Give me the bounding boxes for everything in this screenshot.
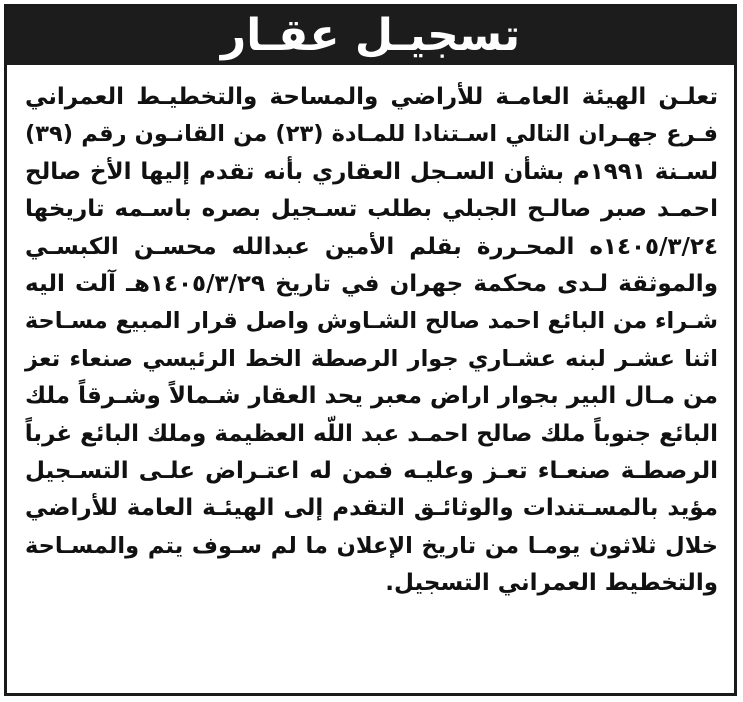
registration-notice xyxy=(4,4,737,696)
notice-line: الرصطـة صنعـاء تعـز وعليـه فمن له اعتـراض علـى التسـجيل xyxy=(25,458,718,485)
notice-line: شـراء من البائع احمد صالح الشـاوش واصل قرار المبيع مسـاحة xyxy=(24,308,718,335)
notice-line: من مـال البير بجوار اراض معبر يحد العقار شـمالاً وشـرقاً ملك xyxy=(25,383,718,410)
notice-line: اثنا عشـر لبنه عشـاري جوار الرصطة الخط الرئيسي صنعاء تعز xyxy=(25,345,718,372)
notice-line: احمـد صبر صالـح الجبلي بطلب تسـجيل بصره باسـمه تاريخها xyxy=(25,196,718,223)
notice-line: مؤيد بالمسـتندات والوثائـق التقدم إلى الهيئـة العامة للأراضي xyxy=(25,495,718,522)
notice-line: تعلـن الهيئة العامـة للأراضي والمساحة والتخطيـط العمراني xyxy=(25,84,718,110)
notice-line: ١٤٠٥/٣/٢٤ه المحـررة بقلم الأمين عبدالله محسـن الكبسـي xyxy=(25,233,718,260)
notice-line: والتخطيط العمراني التسجيل. xyxy=(385,570,718,597)
notice-line: البائع جنوباً ملك صالح احمـد عبد اللّه العظيمة وملك البائع غرباً xyxy=(24,420,718,447)
notice-line: لسـنة ١٩٩١م بشأن السـجل العقاري بأنه تقدم إليها الأخ صالح xyxy=(25,158,718,185)
notice-title: تسجيـل عقـار xyxy=(220,10,521,61)
notice-body xyxy=(25,79,718,603)
notice-line: خلال ثلاثون يومـا من تاريخ الإعلان ما لم سـوف يتم والمسـاحة xyxy=(25,532,718,559)
notice-line: فـرع جهـران التالي اسـتنادا للمـادة (٢٣) من القانـون رقم (٣٩) xyxy=(25,121,718,148)
notice-header xyxy=(7,7,734,65)
notice-line: والموثقة لـدى محكمة جهران في تاريخ ١٤٠٥/٣/٢٩هـ آلت اليه xyxy=(25,271,718,298)
